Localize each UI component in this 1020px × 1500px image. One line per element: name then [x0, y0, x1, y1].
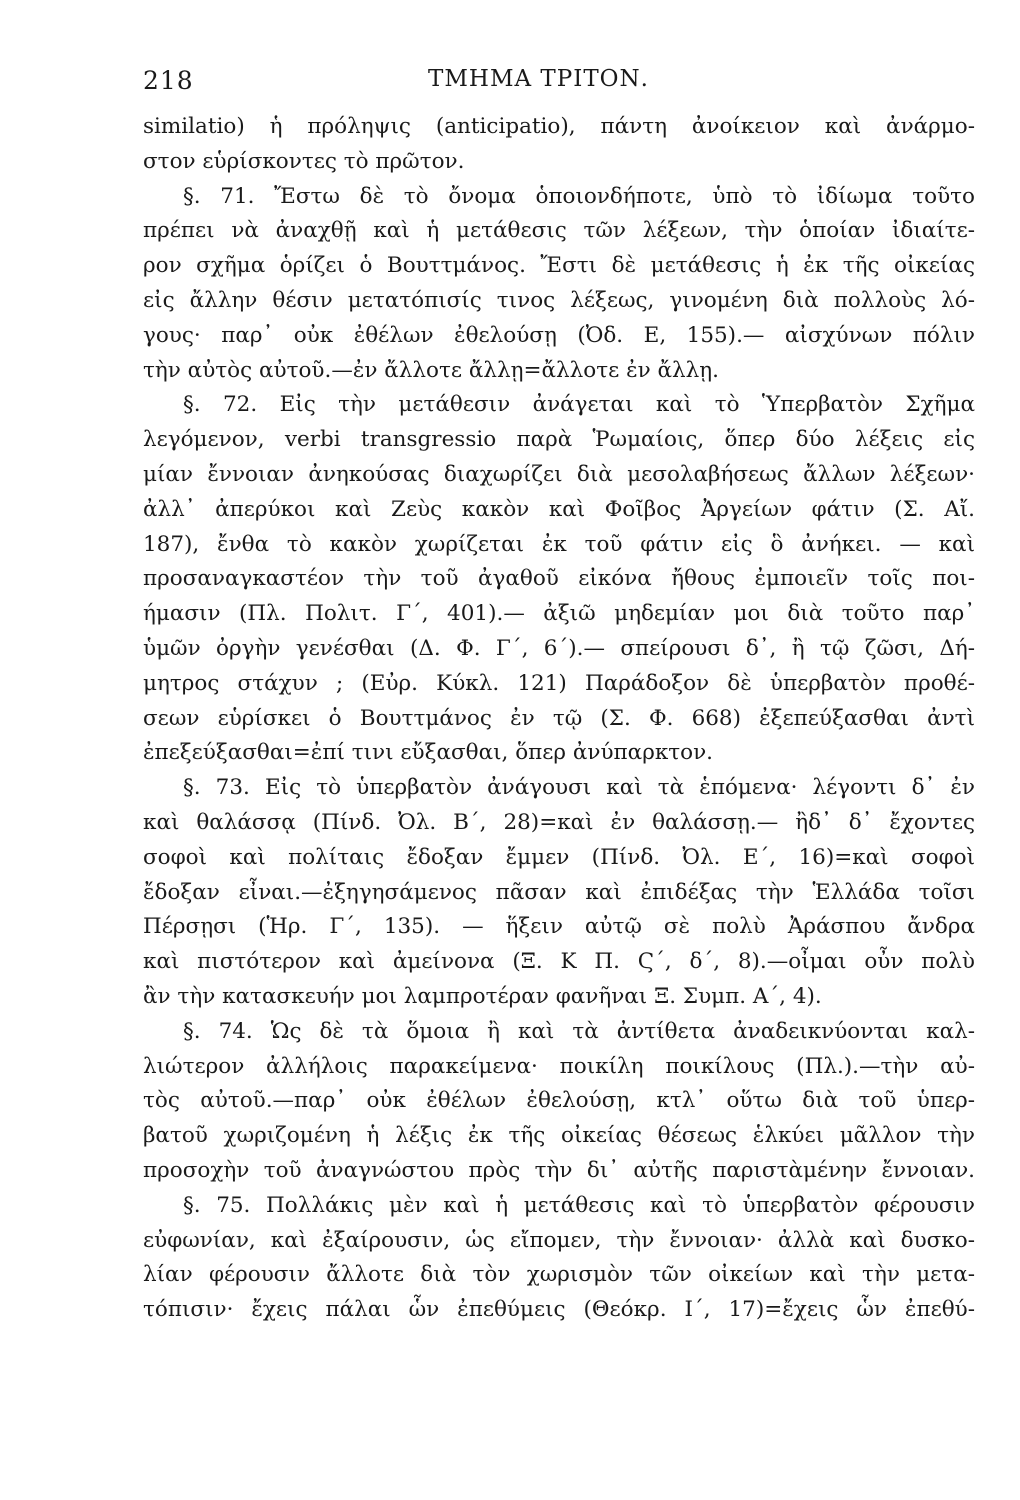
text-line: σοφοὶ καὶ πολίταις ἔδοξαν ἔμμεν (Πίνδ. Ὀλ. Ε΄, 16)=καὶ σοφοὶ	[143, 844, 975, 870]
text-line: ρον σχῆμα ὁρίζει ὁ Βουττμάνος. Ἔστι δὲ μετάθεσις ἡ ἐκ τῆς οἰκείας	[143, 253, 975, 279]
text-line: γους· παρ᾽ οὐκ ἐθέλων ἐθελούσῃ (Ὀδ. Ε, 155).— αἰσχύνων πόλιν	[143, 322, 975, 348]
text-line: λιώτερον ἀλλήλοις παρακείμενα· ποικίλη ποικίλους (Πλ.).—τὴν αὐ-	[143, 1053, 975, 1079]
text-line: ήμασιν (Πλ. Πολιτ. Γ΄, 401).— ἀξιῶ μηδεμίαν μοι διὰ τοῦτο παρ᾽	[143, 601, 975, 627]
text-line: προσοχὴν τοῦ ἀναγνώστου πρὸς τὴν δι᾽ αὐτῆς παριστὰμένην ἔννοιαν.	[143, 1157, 975, 1183]
text-line: τόπισιν· ἔχεις πάλαι ὧν ἐπεθύμεις (Θεόκρ. Ι΄, 17)=ἔχεις ὧν ἐπεθύ-	[143, 1297, 975, 1323]
running-title: ΤΜΗΜΑ ΤΡΙΤΟΝ.	[428, 66, 649, 92]
text-line: ἐπεξεύξασθαι=ἐπί τινι εὔξασθαι, ὅπερ ἀνύπαρκτον.	[143, 740, 714, 766]
text-line: §. 71. Ἔστω δὲ τὸ ὄνομα ὁποιονδήποτε, ὑπὸ τὸ ἰδίωμα τοῦτο	[183, 183, 975, 209]
text-line: ἀλλ᾽ ἀπερύκοι καὶ Ζεὺς κακὸν καὶ Φοῖβος Ἀργείων φάτιν (Σ. Αἴ.	[143, 496, 975, 522]
body-text	[143, 110, 975, 1328]
text-line: στον εὑρίσκοντες τὸ πρῶτον.	[143, 148, 465, 174]
text-line: πρέπει νὰ ἀναχθῇ καὶ ἡ μετάθεσις τῶν λέξεων, τὴν ὁποίαν ἰδιαίτε-	[143, 218, 975, 244]
text-line: τὴν αὐτὸς αὐτοῦ.—ἐν ἄλλοτε ἄλλῃ=ἄλλοτε ἐν ἄλλῃ.	[143, 357, 720, 383]
text-line: ἂν τὴν κατασκευήν μοι λαμπροτέραν φανῆναι Ξ. Συμπ. Α΄, 4).	[143, 983, 822, 1009]
text-line: 187), ἔνθα τὸ κακὸν χωρίζεται ἐκ τοῦ φάτιν εἰς ὃ ἀνήκει. — καὶ	[143, 531, 975, 557]
text-line: ἔδοξαν εἶναι.—ἐξηγησάμενος πᾶσαν καὶ ἐπιδέξας τὴν Ἑλλάδα τοῖσι	[143, 879, 975, 905]
text-line: λίαν φέρουσιν ἄλλοτε διὰ τὸν χωρισμὸν τῶν οἰκείων καὶ τὴν μετα-	[143, 1262, 975, 1288]
text-line: §. 74. Ὡς δὲ τὰ ὅμοια ἢ καὶ τὰ ἀντίθετα ἀναδεικνύονται καλ-	[183, 1018, 975, 1044]
page-header	[143, 66, 953, 102]
text-line: καὶ πιστότερον καὶ ἀμείνονα (Ξ. Κ Π. Ϛ΄, δ΄, 8).—οἶμαι οὖν πολὺ	[143, 949, 975, 975]
text-line: εἰς ἄλλην θέσιν μετατόπισίς τινος λέξεως, γινομένη διὰ πολλοὺς λό-	[143, 287, 975, 313]
text-line: §. 75. Πολλάκις μὲν καὶ ἡ μετάθεσις καὶ τὸ ὑπερβατὸν φέρουσιν	[183, 1192, 975, 1218]
text-line: similatio) ἡ πρόληψις (anticipatio), πάντη ἀνοίκειον καὶ ἀνάρμο-	[143, 114, 975, 139]
text-line: εὐφωνίαν, καὶ ἐξαίρουσιν, ὡς εἴπομεν, τὴν ἔννοιαν· ἀλλὰ καὶ δυσκο-	[143, 1227, 975, 1253]
text-line: λεγόμενον, verbi transgressio παρὰ Ῥωμαίοις, ὅπερ δύο λέξεις εἰς	[143, 427, 975, 453]
text-line: μητρος στάχυν ; (Εὐρ. Κύκλ. 121) Παράδοξον δὲ ὑπερβατὸν προθέ-	[143, 670, 975, 696]
text-line: βατοῦ χωριζομένη ἡ λέξις ἐκ τῆς οἰκείας θέσεως ἑλκύει μᾶλλον τὴν	[143, 1123, 975, 1149]
text-line: καὶ θαλάσσᾳ (Πίνδ. Ὀλ. Β΄, 28)=καὶ ἐν θαλάσσῃ.— ἢδ᾽ δ᾽ ἔχοντες	[143, 809, 975, 835]
text-line: §. 73. Εἰς τὸ ὑπερβατὸν ἀνάγουσι καὶ τὰ ἑπόμενα· λέγοντι δ᾽ ἐν	[183, 775, 975, 801]
text-line: προσαναγκαστέον τὴν τοῦ ἀγαθοῦ εἰκόνα ἤθους ἐμποιεῖν τοῖς ποι-	[143, 566, 975, 592]
page-number: 218	[143, 66, 194, 95]
text-line: τὸς αὐτοῦ.—παρ᾽ οὐκ ἐθέλων ἐθελούσῃ, κτλ᾽ οὕτω διὰ τοῦ ὑπερ-	[143, 1088, 975, 1114]
text-line: μίαν ἔννοιαν ἀνηκούσας διαχωρίζει διὰ μεσολαβήσεως ἄλλων λέξεων·	[143, 461, 975, 487]
text-line: Πέρσῃσι (Ἡρ. Γ΄, 135). — ἥξειν αὐτῷ σὲ πολὺ Ἀράσπου ἄνδρα	[143, 914, 975, 940]
text-line: §. 72. Εἰς τὴν μετάθεσιν ἀνάγεται καὶ τὸ Ὑπερβατὸν Σχῆμα	[183, 392, 975, 418]
text-line: ὑμῶν ὀργὴν γενέσθαι (Δ. Φ. Γ΄, 6΄).— σπείρουσι δ᾽, ἢ τῷ ζῶσι, Δή-	[143, 635, 975, 661]
text-line: σεων εὑρίσκει ὁ Βουττμάνος ἐν τῷ (Σ. Φ. 668) ἐξεπεύξασθαι ἀντὶ	[143, 705, 975, 731]
